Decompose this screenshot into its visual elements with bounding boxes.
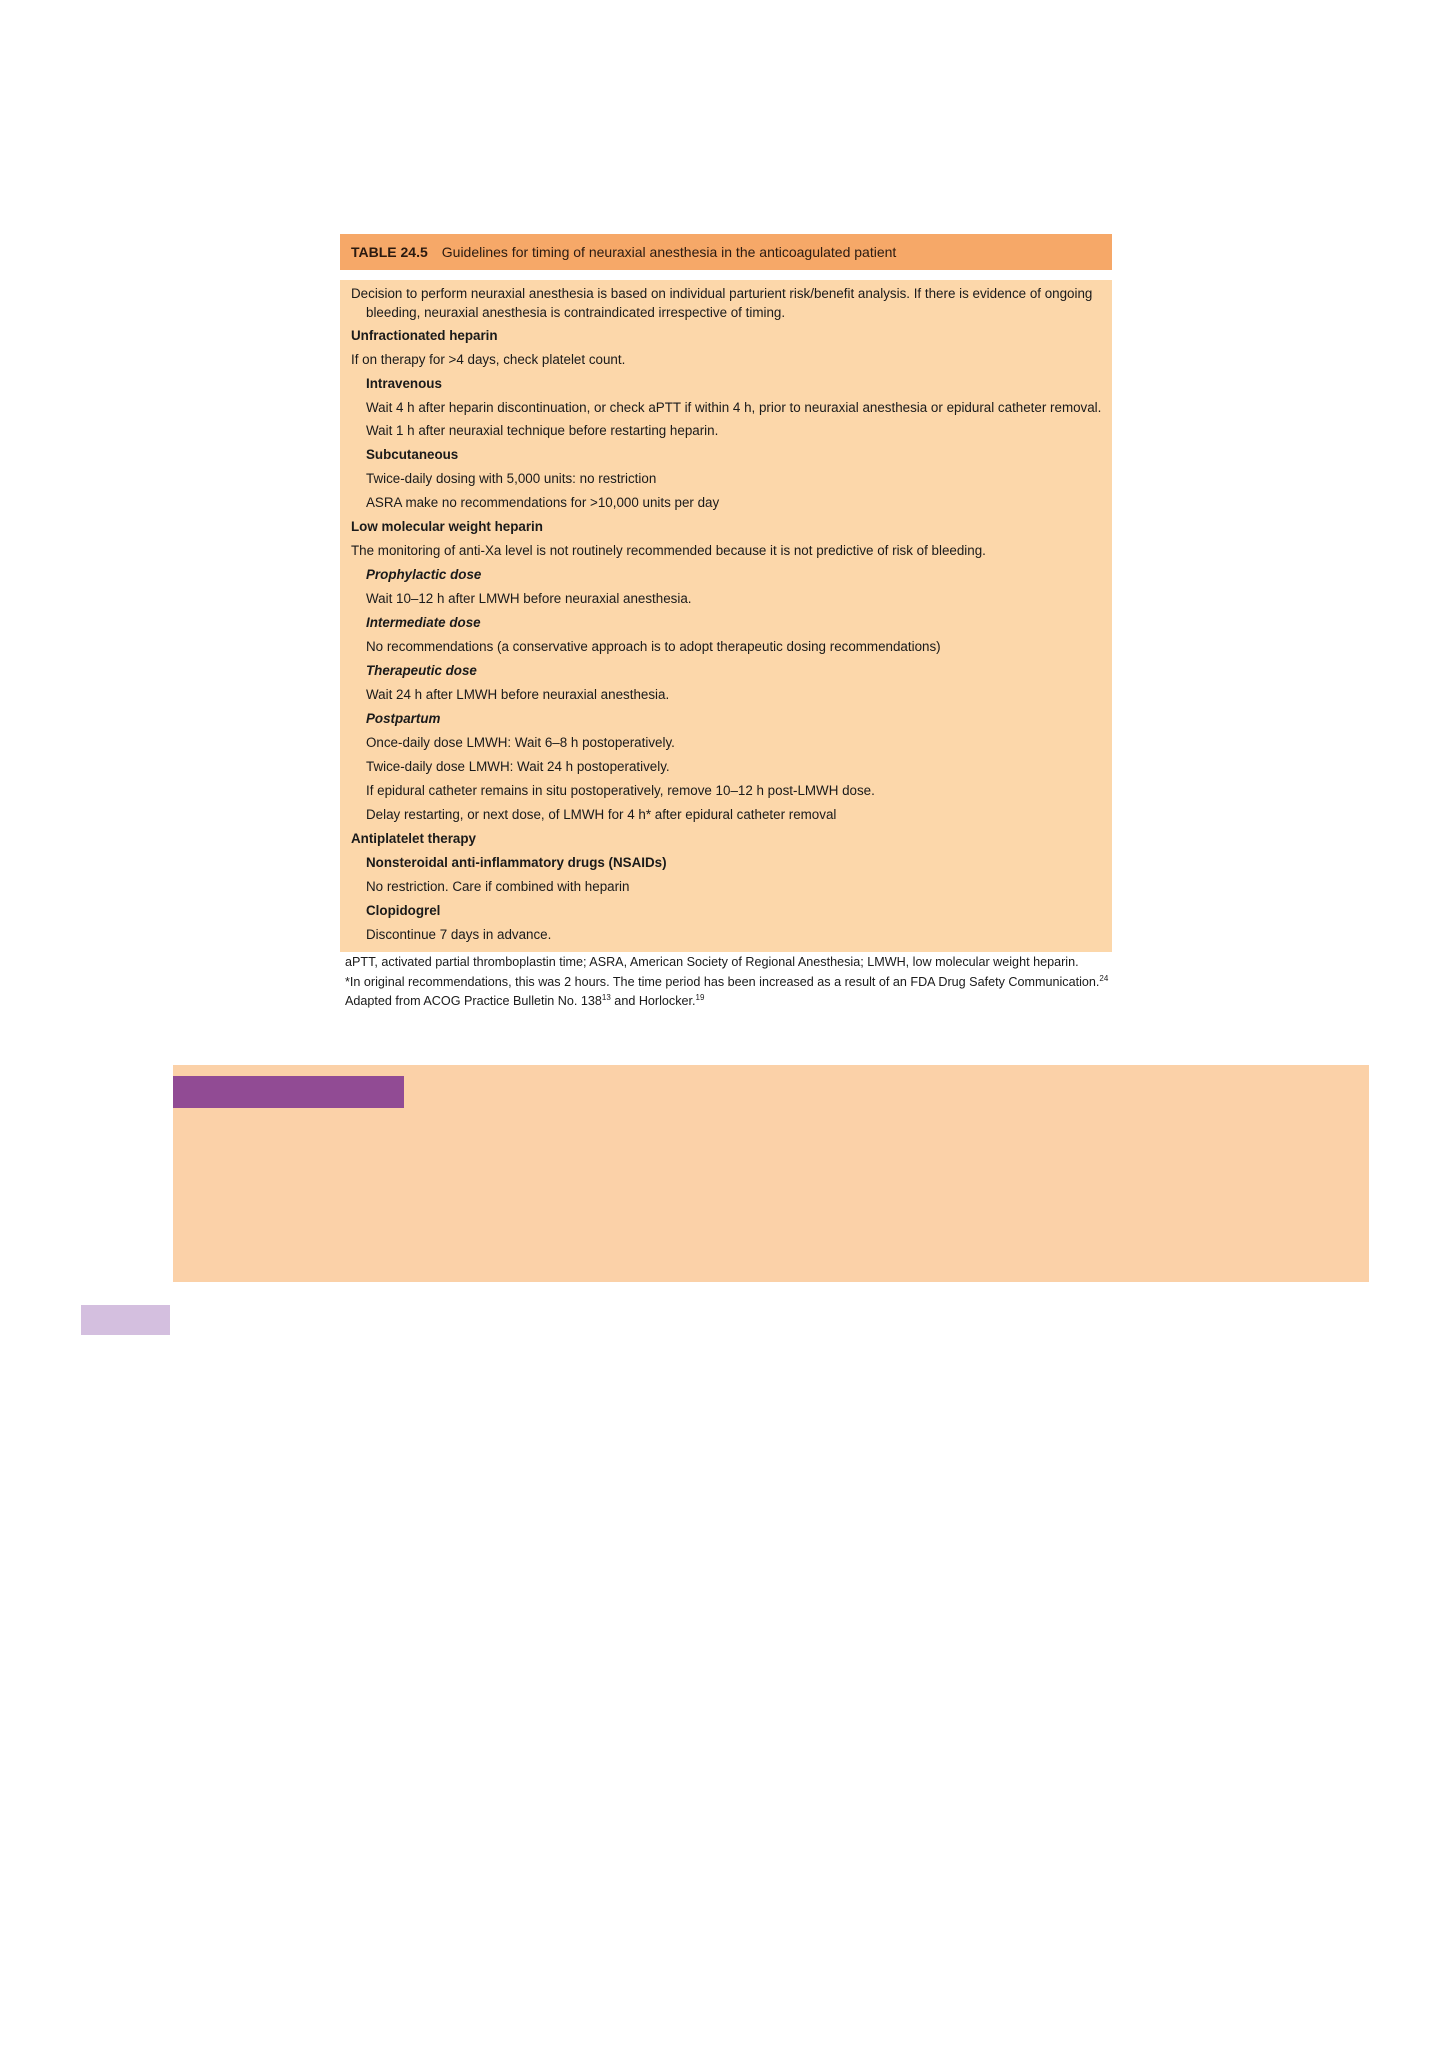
subheading-intermediate-dose: Intermediate dose <box>366 615 481 630</box>
section-heading-lmwh: Low molecular weight heparin <box>351 519 543 534</box>
table-intro-row: Decision to perform neuraxial anesthesia is based on individual parturient risk/benefit analysis. If there is evidence of ongoing bleeding, neuraxial anesthesia is contraindicated irrespective of timing. <box>351 286 1093 320</box>
subheading-therapeutic-dose: Therapeutic dose <box>366 663 477 678</box>
table-row: Wait 4 h after heparin discontinuation, or check aPTT if within 4 h, prior to neuraxial anesthesia or epidural catheter removal. <box>366 400 1102 415</box>
subheading-clopidogrel: Clopidogrel <box>366 903 441 918</box>
guidelines-table <box>340 234 1112 1010</box>
side-tab <box>81 1305 170 1335</box>
subheading-postpartum: Postpartum <box>366 711 441 726</box>
footnote-abbreviations: aPTT, activated partial thromboplastin time; ASRA, American Society of Regional Anesthesia; LMWH, low molecular weight heparin. <box>345 955 1079 969</box>
subheading-prophylactic-dose: Prophylactic dose <box>366 567 482 582</box>
table-row: Delay restarting, or next dose, of LMWH for 4 h* after epidural catheter removal <box>366 807 837 822</box>
table-row: ASRA make no recommendations for >10,000 units per day <box>366 495 720 510</box>
table-header-gap <box>340 270 1112 280</box>
table-number: TABLE 24.5 <box>351 244 428 260</box>
table-header <box>340 234 1112 270</box>
footnote-asterisk: *In original recommendations, this was 2 hours. The time period has been increased as a result of an FDA Drug Safety Communication.$^{24}$ <box>345 973 1109 989</box>
table-row: The monitoring of anti-Xa level is not routinely recommended because it is not predictive of risk of bleeding. <box>351 543 986 558</box>
table-row: Once-daily dose LMWH: Wait 6–8 h postoperatively. <box>366 735 675 750</box>
table-row: Wait 24 h after LMWH before neuraxial anesthesia. <box>366 687 670 702</box>
table-row: Twice-daily dose LMWH: Wait 24 h postoperatively. <box>366 759 670 774</box>
table-footnotes <box>340 952 1112 1010</box>
table-row: Twice-daily dosing with 5,000 units: no restriction <box>366 471 657 486</box>
table-row: Discontinue 7 days in advance. <box>366 927 552 942</box>
section-heading-unfractionated-heparin: Unfractionated heparin <box>351 328 498 343</box>
table-row: No restriction. Care if combined with heparin <box>366 879 630 894</box>
note-box <box>173 1065 1369 1282</box>
table-body <box>340 280 1112 952</box>
footnote-source: Adapted from ACOG Practice Bulletin No. $138^{13}$ and Horlocker.$^{19}$ <box>345 993 705 1009</box>
table-row: Wait 10–12 h after LMWH before neuraxial anesthesia. <box>366 591 692 606</box>
table-row: If on therapy for >4 days, check platelet count. <box>351 352 626 367</box>
table-title: Guidelines for timing of neuraxial anesthesia in the anticoagulated patient <box>441 244 897 260</box>
table-row: If epidural catheter remains in situ postoperatively, remove 10–12 h post-LMWH dose. <box>366 783 875 798</box>
table-row: Wait 1 h after neuraxial technique before restarting heparin. <box>366 423 719 438</box>
subheading-nsaids: Nonsteroidal anti-inflammatory drugs (NSAIDs) <box>366 855 667 870</box>
table-row: No recommendations (a conservative approach is to adopt therapeutic dosing recommendations) <box>366 639 941 654</box>
note-box-tab <box>173 1076 404 1108</box>
subheading-intravenous: Intravenous <box>366 376 442 391</box>
section-heading-antiplatelet: Antiplatelet therapy <box>351 831 477 846</box>
subheading-subcutaneous: Subcutaneous <box>366 447 459 462</box>
